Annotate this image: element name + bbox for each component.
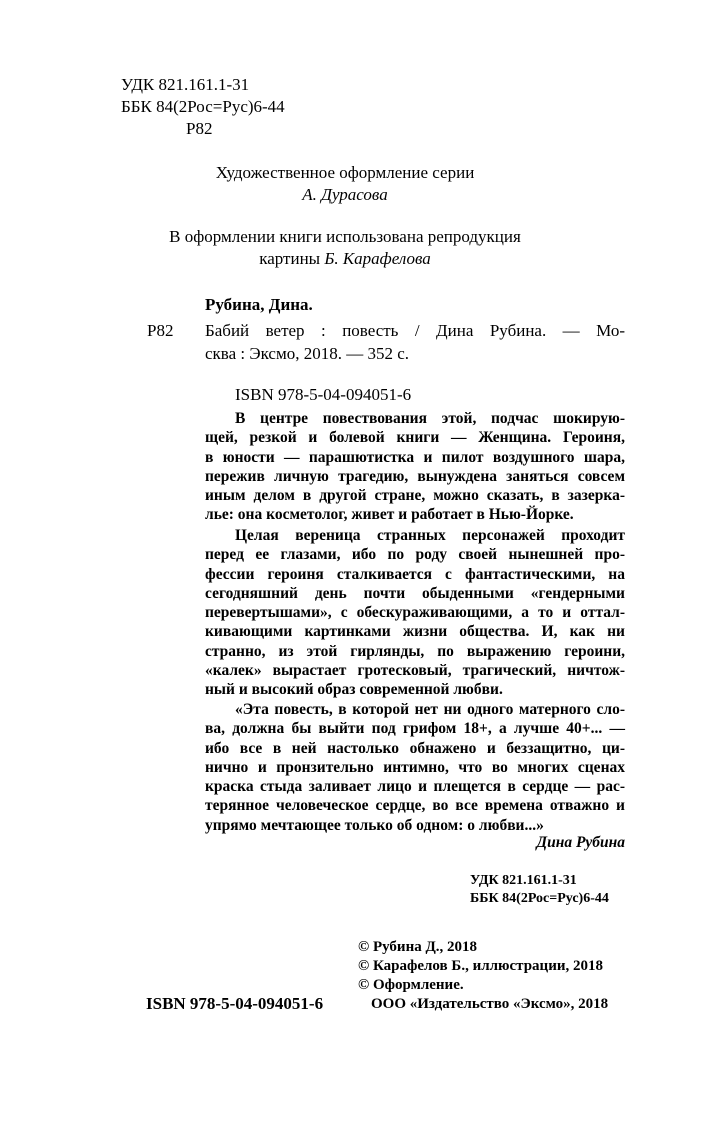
quote-signature: Дина Рубина: [536, 834, 625, 851]
annotation-quote: [205, 700, 625, 835]
annotation-line: странно, из этой гирлянды, по выражению героини,: [205, 642, 625, 660]
series-designer: А. Дурасова: [302, 185, 388, 204]
annotation-line: иным делом в другой стране, можно сказать, в зазерка-: [205, 487, 625, 505]
author-mark: Р82: [186, 119, 213, 138]
reproduction-credit: [150, 248, 540, 270]
annotation-line: «Эта повесть, в которой нет ни одного матерного сло-: [235, 701, 625, 718]
annotation-line: ный и высокий образ современной любви.: [205, 681, 503, 699]
catalog-title-line-1: Бабий ветер : повесть / Дина Рубина. — Мо-: [205, 321, 625, 340]
annotation-line: пережив личную трагедию, вынуждена заняться совсем: [205, 467, 625, 485]
annotation-line: фессии героиня сталкивается с фантастическими, на: [205, 565, 625, 583]
annotation-line: щей, резкой и болевой книги — Женщина. Героиня,: [205, 429, 625, 447]
annotation-line: ва, должна бы выйти под грифом 18+, а лучше 40+... —: [205, 720, 625, 738]
annotation-line: «калек» вырастает гротесковый, трагический, ничтож-: [205, 662, 625, 680]
annotation-line: нично и пронзительно интимно, что во многих сценах: [205, 758, 625, 776]
annotation-line: Целая вереница странных персонажей проходит: [235, 527, 625, 544]
catalog-title-line-2: сква : Эксмо, 2018. — 352 с.: [205, 344, 410, 363]
udk-code-bottom: УДК 821.161.1-31: [470, 873, 577, 888]
copyright-isbn: ISBN 978-5-04-094051-6: [146, 994, 324, 1013]
catalog-author: Рубина, Дина.: [205, 295, 313, 314]
catalog-mark: Р82: [147, 321, 174, 340]
annotation-line: лье: она косметолог, живет и работает в Нью-Йорке.: [205, 506, 574, 524]
annotation-line: упрямо мечтающее только об одном: о любви...»: [205, 816, 544, 834]
copyright-publisher: ООО «Издательство «Эксмо», 2018: [371, 996, 609, 1012]
copyright-design: © Оформление.: [358, 977, 464, 993]
annotation-paragraph-2: [205, 526, 625, 700]
annotation-line: терянное человеческое сердце, во все времена отважно и: [205, 797, 625, 815]
annotation-line: сегодняшний день почти обыденными «гендерными: [205, 584, 625, 602]
reproduction-artist: Б. Карафелова: [324, 249, 431, 268]
reproduction-line: В оформлении книги использована репродукция: [169, 227, 521, 246]
annotation-line: кивающими картинками жизни общества. И, как ни: [205, 623, 625, 641]
reproduction-prefix: картины: [259, 249, 321, 268]
annotation-line: ибо все в ней настолько обнажено и беззащитно, ци-: [205, 739, 625, 757]
annotation-line: перед ее глазами, ибо по роду своей нынешней про-: [205, 546, 625, 564]
annotation-line: В центре повествования этой, подчас шокирую-: [235, 410, 625, 427]
copyright-illustrations: © Карафелов Б., иллюстрации, 2018: [358, 958, 603, 974]
annotation-line: в юности — парашютистка и пилот воздушного шара,: [205, 448, 625, 466]
catalog-isbn: ISBN 978-5-04-094051-6: [235, 385, 412, 404]
bbk-code-bottom: ББК 84(2Рос=Рус)6-44: [470, 891, 609, 906]
annotation-paragraph-1: [205, 409, 625, 525]
copyright-author: © Рубина Д., 2018: [358, 939, 478, 955]
annotation-line: перевертышами», с обескураживающими, а то и оттал-: [205, 604, 625, 622]
annotation-line: краска стыда заливает лицо и плещется в сердце — рас-: [205, 778, 625, 796]
bbk-code: ББК 84(2Рос=Рус)6-44: [121, 97, 285, 116]
series-design-line: Художественное оформление серии: [215, 163, 475, 182]
udk-code: УДК 821.161.1-31: [121, 75, 250, 94]
